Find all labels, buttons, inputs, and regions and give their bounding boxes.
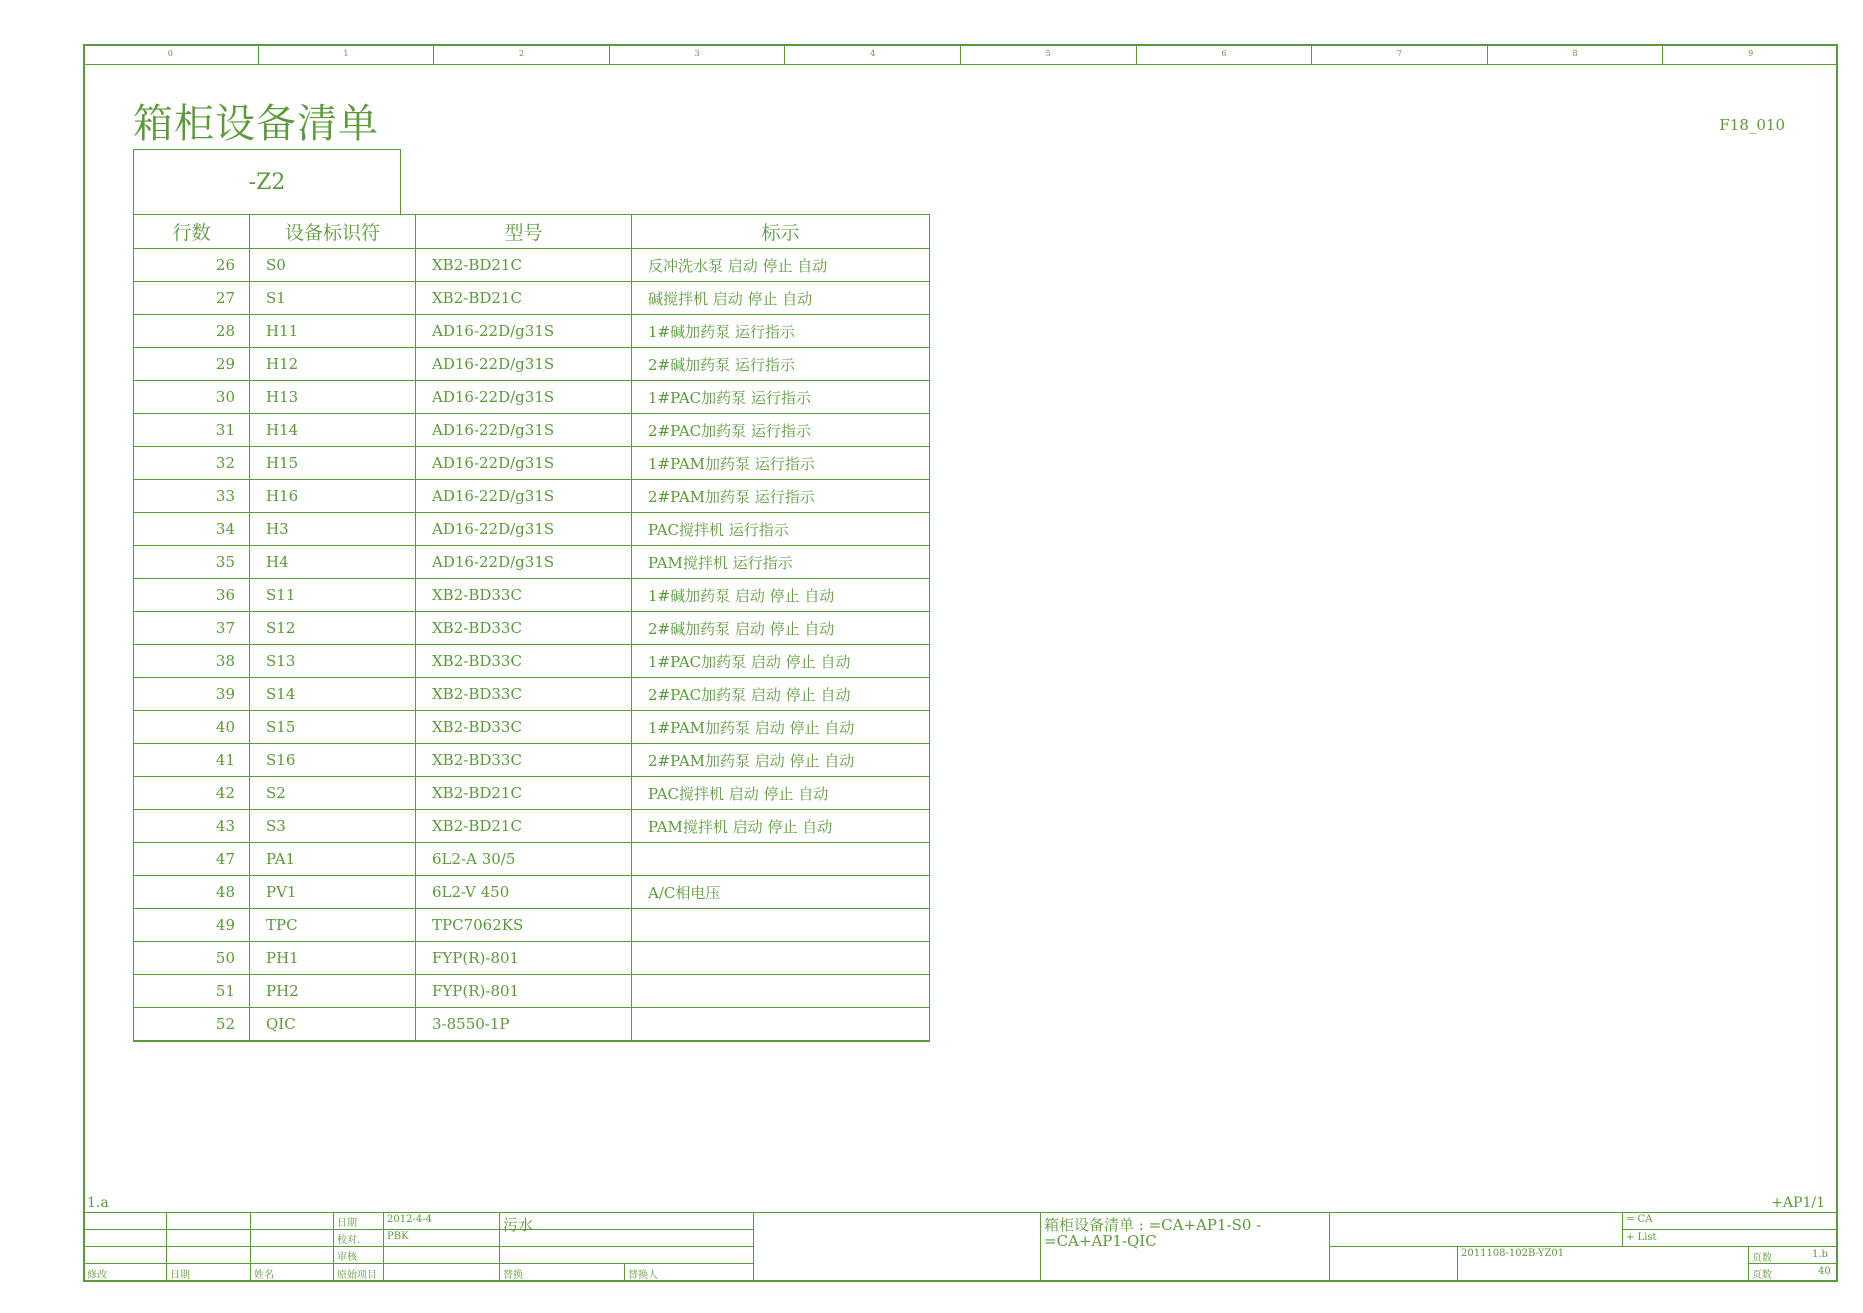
- document-number: 2011108-102B-YZ01: [1461, 1248, 1565, 1259]
- device-id-cell: S11: [250, 579, 416, 612]
- model-cell: XB2-BD33C: [416, 612, 632, 645]
- titleblock-line: [1622, 1229, 1838, 1230]
- titleblock-line: [1329, 1246, 1838, 1247]
- label-cell: 2#碱加药泵 启动 停止 自动: [632, 612, 930, 645]
- name-label: 姓名: [254, 1270, 274, 1281]
- label-cell: 2#PAM加药泵 运行指示: [632, 480, 930, 513]
- row-number-cell: 48: [134, 876, 250, 909]
- label-cell: [632, 975, 930, 1008]
- table-row: [134, 249, 930, 282]
- titleblock-divider: [383, 1212, 384, 1282]
- device-id-cell: S1: [250, 282, 416, 315]
- label-cell: [632, 1008, 930, 1042]
- review-label: 审核: [337, 1252, 357, 1263]
- table-header-row: [134, 215, 930, 249]
- model-cell: FYP(R)-801: [416, 942, 632, 975]
- model-cell: XB2-BD21C: [416, 810, 632, 843]
- col-header-row-number: 行数: [134, 215, 250, 249]
- ruler-cell: 6: [1137, 44, 1313, 64]
- location-code: + List: [1626, 1232, 1657, 1243]
- origin-label: 原始项目: [337, 1270, 377, 1281]
- model-cell: 6L2-V 450: [416, 876, 632, 909]
- ruler-cell: 4: [785, 44, 961, 64]
- device-id-cell: H16: [250, 480, 416, 513]
- model-cell: AD16-22D/g31S: [416, 315, 632, 348]
- model-cell: XB2-BD33C: [416, 744, 632, 777]
- table-row: [134, 810, 930, 843]
- device-id-cell: H13: [250, 381, 416, 414]
- model-cell: XB2-BD21C: [416, 282, 632, 315]
- model-cell: XB2-BD33C: [416, 678, 632, 711]
- row-number-cell: 41: [134, 744, 250, 777]
- table-row: [134, 843, 930, 876]
- row-number-cell: 35: [134, 546, 250, 579]
- table-row: [134, 711, 930, 744]
- drawing-code: F18_010: [1719, 116, 1785, 134]
- model-cell: AD16-22D/g31S: [416, 513, 632, 546]
- label-cell: 1#碱加药泵 运行指示: [632, 315, 930, 348]
- titleblock-divider: [250, 1212, 251, 1282]
- model-cell: XB2-BD21C: [416, 249, 632, 282]
- label-cell: [632, 942, 930, 975]
- device-id-cell: H15: [250, 447, 416, 480]
- row-number-cell: 29: [134, 348, 250, 381]
- titleblock-divider: [1622, 1212, 1623, 1246]
- row-number-cell: 47: [134, 843, 250, 876]
- device-id-cell: H3: [250, 513, 416, 546]
- titleblock-line: [83, 1229, 753, 1230]
- titleblock-divider: [1329, 1212, 1330, 1282]
- replace-label: 替换: [503, 1270, 523, 1281]
- device-id-cell: S3: [250, 810, 416, 843]
- mod-date-label: 日期: [170, 1270, 190, 1281]
- equipment-table: [133, 214, 930, 1042]
- model-cell: AD16-22D/g31S: [416, 546, 632, 579]
- date-label: 日期: [337, 1218, 357, 1229]
- device-id-cell: H4: [250, 546, 416, 579]
- table-row: [134, 678, 930, 711]
- label-cell: 1#PAC加药泵 运行指示: [632, 381, 930, 414]
- label-cell: 碱搅拌机 启动 停止 自动: [632, 282, 930, 315]
- table-row: [134, 876, 930, 909]
- label-cell: 反冲洗水泵 启动 停止 自动: [632, 249, 930, 282]
- model-cell: AD16-22D/g31S: [416, 480, 632, 513]
- table-row: [134, 612, 930, 645]
- page-title: 箱柜设备清单: [133, 101, 379, 147]
- row-number-cell: 52: [134, 1008, 250, 1042]
- model-cell: XB2-BD33C: [416, 711, 632, 744]
- ruler-cell: 1: [259, 44, 435, 64]
- table-row: [134, 546, 930, 579]
- ruler-cell: 8: [1488, 44, 1664, 64]
- model-cell: 6L2-A 30/5: [416, 843, 632, 876]
- ruler-cell: 0: [83, 44, 259, 64]
- model-cell: FYP(R)-801: [416, 975, 632, 1008]
- page-label: 页数: [1752, 1253, 1772, 1264]
- device-id-cell: S16: [250, 744, 416, 777]
- sheet-title-line-2: =CA+AP1-QIC: [1044, 1232, 1157, 1250]
- row-number-cell: 49: [134, 909, 250, 942]
- device-id-cell: QIC: [250, 1008, 416, 1042]
- model-cell: AD16-22D/g31S: [416, 381, 632, 414]
- row-number-cell: 28: [134, 315, 250, 348]
- row-number-cell: 50: [134, 942, 250, 975]
- device-id-cell: S13: [250, 645, 416, 678]
- row-number-cell: 31: [134, 414, 250, 447]
- table-row: [134, 975, 930, 1008]
- table-row: [134, 348, 930, 381]
- label-cell: PAM搅拌机 启动 停止 自动: [632, 810, 930, 843]
- row-number-cell: 37: [134, 612, 250, 645]
- label-cell: PAC搅拌机 运行指示: [632, 513, 930, 546]
- table-row: [134, 315, 930, 348]
- device-id-cell: S15: [250, 711, 416, 744]
- modification-label: 修改: [87, 1270, 107, 1281]
- device-id-cell: S12: [250, 612, 416, 645]
- ruler-cell: 3: [610, 44, 786, 64]
- device-id-cell: H11: [250, 315, 416, 348]
- date-value: 2012-4-4: [387, 1214, 432, 1225]
- label-cell: [632, 909, 930, 942]
- device-id-cell: PH1: [250, 942, 416, 975]
- label-cell: [632, 843, 930, 876]
- titleblock-line: [83, 1263, 753, 1264]
- device-id-cell: PA1: [250, 843, 416, 876]
- device-id-cell: PV1: [250, 876, 416, 909]
- table-row: [134, 480, 930, 513]
- row-number-cell: 40: [134, 711, 250, 744]
- label-cell: 1#PAM加药泵 启动 停止 自动: [632, 711, 930, 744]
- table-row: [134, 909, 930, 942]
- label-cell: 1#PAC加药泵 启动 停止 自动: [632, 645, 930, 678]
- label-cell: 2#PAC加药泵 运行指示: [632, 414, 930, 447]
- row-number-cell: 33: [134, 480, 250, 513]
- device-box: -Z2: [133, 149, 401, 215]
- function-code: = CA: [1626, 1214, 1653, 1225]
- table-row: [134, 645, 930, 678]
- row-number-cell: 43: [134, 810, 250, 843]
- model-cell: AD16-22D/g31S: [416, 348, 632, 381]
- device-id-cell: PH2: [250, 975, 416, 1008]
- ruler-cell: 9: [1748, 49, 1754, 58]
- model-cell: XB2-BD21C: [416, 777, 632, 810]
- table-row: [134, 777, 930, 810]
- titleblock-top-line: [83, 1212, 1838, 1213]
- row-number-cell: 26: [134, 249, 250, 282]
- row-number-cell: 27: [134, 282, 250, 315]
- titleblock-divider: [753, 1212, 754, 1282]
- model-cell: AD16-22D/g31S: [416, 414, 632, 447]
- label-cell: A/C相电压: [632, 876, 930, 909]
- table-row: [134, 381, 930, 414]
- row-number-cell: 42: [134, 777, 250, 810]
- row-number-cell: 38: [134, 645, 250, 678]
- titleblock-divider: [1457, 1246, 1458, 1282]
- model-cell: TPC7062KS: [416, 909, 632, 942]
- col-header-label: 标示: [632, 215, 930, 249]
- check-value: PBK: [387, 1231, 409, 1242]
- column-ruler: [83, 44, 1838, 65]
- label-cell: 2#PAM加药泵 启动 停止 自动: [632, 744, 930, 777]
- col-header-model: 型号: [416, 215, 632, 249]
- label-cell: 2#PAC加药泵 启动 停止 自动: [632, 678, 930, 711]
- sheet-title-line-1: 箱柜设备清单 : =CA+AP1-S0 -: [1044, 1216, 1262, 1234]
- table-row: [134, 447, 930, 480]
- label-cell: 1#PAM加药泵 运行指示: [632, 447, 930, 480]
- row-number-cell: 36: [134, 579, 250, 612]
- table-row: [134, 1008, 930, 1042]
- label-cell: PAM搅拌机 运行指示: [632, 546, 930, 579]
- label-cell: PAC搅拌机 启动 停止 自动: [632, 777, 930, 810]
- model-cell: XB2-BD33C: [416, 645, 632, 678]
- project-name: 污水: [503, 1216, 534, 1234]
- page-value: 1.b: [1812, 1249, 1828, 1260]
- titleblock-divider: [624, 1263, 625, 1282]
- device-id-cell: S14: [250, 678, 416, 711]
- table-row: [134, 282, 930, 315]
- label-cell: 1#碱加药泵 启动 停止 自动: [632, 579, 930, 612]
- table-row: [134, 513, 930, 546]
- titleblock-divider: [333, 1212, 334, 1282]
- table-row: [134, 744, 930, 777]
- titleblock-divider: [1748, 1246, 1749, 1282]
- row-number-cell: 30: [134, 381, 250, 414]
- titleblock-divider: [499, 1212, 500, 1282]
- replacer-label: 替换人: [628, 1270, 658, 1281]
- table-row: [134, 579, 930, 612]
- row-number-cell: 39: [134, 678, 250, 711]
- check-label: 校对.: [337, 1235, 361, 1246]
- titleblock-divider: [166, 1212, 167, 1282]
- row-number-cell: 32: [134, 447, 250, 480]
- corner-right-label: +AP1/1: [1771, 1195, 1825, 1211]
- table-row: [134, 942, 930, 975]
- device-id-cell: H12: [250, 348, 416, 381]
- ruler-cell: 5: [961, 44, 1137, 64]
- device-id-cell: S0: [250, 249, 416, 282]
- device-id-cell: H14: [250, 414, 416, 447]
- titleblock-divider: [1040, 1212, 1041, 1282]
- device-id-cell: S2: [250, 777, 416, 810]
- corner-left-label: 1.a: [87, 1195, 109, 1211]
- device-id-cell: TPC: [250, 909, 416, 942]
- ruler-cell: 7: [1312, 44, 1488, 64]
- model-cell: XB2-BD33C: [416, 579, 632, 612]
- row-number-cell: 51: [134, 975, 250, 1008]
- label-cell: 2#碱加药泵 运行指示: [632, 348, 930, 381]
- total-pages-value: 40: [1818, 1266, 1831, 1277]
- titleblock-line: [83, 1246, 753, 1247]
- row-number-cell: 34: [134, 513, 250, 546]
- total-pages-label: 页数: [1752, 1270, 1772, 1281]
- table-row: [134, 414, 930, 447]
- model-cell: 3-8550-1P: [416, 1008, 632, 1042]
- model-cell: AD16-22D/g31S: [416, 447, 632, 480]
- col-header-device-id: 设备标识符: [250, 215, 416, 249]
- ruler-cell: 2: [434, 44, 610, 64]
